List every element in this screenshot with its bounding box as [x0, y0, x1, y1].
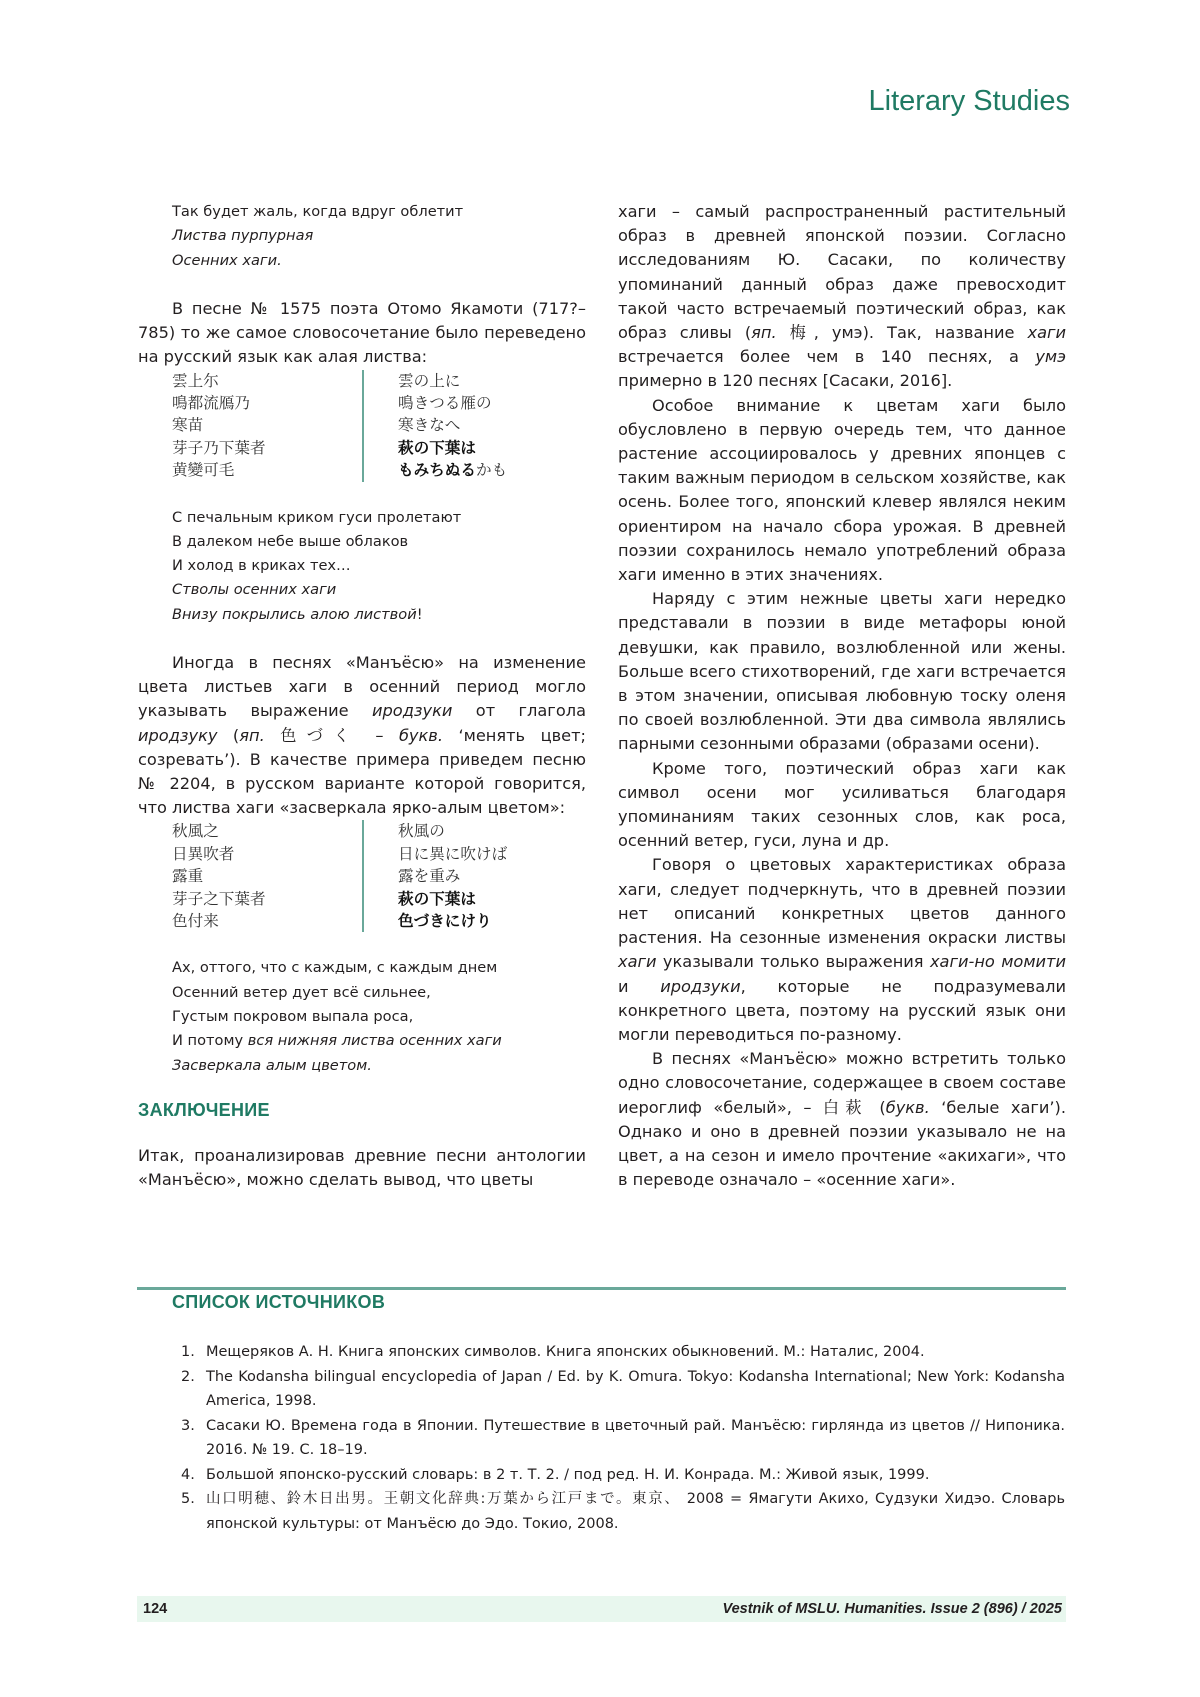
verse-line: Засверкала алым цветом. [172, 1056, 372, 1074]
paragraph: Итак, проанализировав древние песни антологии «Манъёсю», можно сделать вывод, что цветы [138, 1146, 586, 1190]
reference-text: The Kodansha bilingual encyclopedia of Japan / Ed. by K. Omura. Tokyo: Kodansha International; New York: Kodansha America, 1998. [206, 1368, 1065, 1409]
verse-2 [172, 506, 586, 627]
abbr: яп. [751, 323, 777, 343]
journal-title: Vestnik of MSLU. Humanities. Issue 2 (896) / 2025 [722, 1601, 1062, 1617]
poem-line: 黄變可毛 [172, 461, 235, 480]
term: хаги [618, 952, 657, 972]
term: иродзуки [660, 976, 741, 996]
verse-line: Листва пурпурная [172, 227, 314, 245]
paragraph [138, 651, 586, 820]
right-column [618, 200, 1066, 1192]
poem-reading [364, 370, 507, 482]
reference-item [172, 1414, 1065, 1463]
paragraph [618, 200, 1066, 394]
term: умэ [1035, 347, 1066, 367]
poem-line: 萩の下葉は [398, 889, 476, 908]
reference-item [172, 1463, 1065, 1488]
paragraph: Особое внимание к цветам хаги было обусловлено в первую очередь тем, что данное растение ассоциировалось у древних японцев с таким важным периодом в сельском хозяйстве, как осень. Более того, японский клевер являлся неким ориентиром на начало сбора урожая. В древней поэзии сохранилось немало употреблений образа хаги именно в этих значениях. [618, 395, 1066, 585]
poem-line: 芽子之下葉者 [172, 889, 266, 908]
paragraph: Наряду с этим нежные цветы хаги нередко представали в поэзии в виде метафоры юной девушки, как правило, возлюбленной или жены. Больше всего стихотворений, где хаги встречается в этом значении, описывая любовную тоску оленя по своей возлюбленной. Эти два символа являлись парными сезонными образами (образами осени). [618, 589, 1066, 754]
text: и [618, 976, 661, 996]
text: Иногда в песнях «Манъёсю» на изменение цвета листьев хаги в осенний период могло указывать выражение [138, 653, 586, 721]
japanese-poem-2 [172, 820, 586, 932]
paragraph [618, 1047, 1066, 1192]
poem-line: 日異吹者 [172, 844, 235, 863]
reference-number: 1. [181, 1344, 195, 1360]
poem-original [172, 370, 364, 482]
term: иродзуку [138, 725, 218, 745]
poem-line: 雲上尓 [172, 371, 219, 390]
verse-line: Ах, оттого, что с каждым, с каждым днем [172, 959, 498, 977]
reference-text: Сасаки Ю. Времена года в Японии. Путешествие в цветочный рай. Манъёсю: гирлянда из цветов // Нипоника. 2016. № 19. С. 18–19. [206, 1417, 1065, 1458]
poem-line: 色づきにけり [398, 912, 492, 931]
poem-line: 色付来 [172, 912, 219, 931]
reference-number: 2. [181, 1368, 195, 1385]
poem-line [398, 459, 507, 481]
reference-text: 山口明穂、鈴木日出男。王朝文化辞典:万葉から江戸まで。東京、 2008 = Ямагути Акихо, Судзуки Хидэо. Словарь японской культуры: от Манъёсю до Эдо. Токио, 2008. [206, 1491, 1065, 1532]
paragraph: Кроме того, поэтический образ хаги как символ осени мог усиливаться благодаря упоминаниям таких сезонных слов, как роса, осенний ветер, гуси, луна и др. [618, 758, 1066, 851]
text: встречается более чем в 140 песнях, а [618, 347, 1036, 367]
term: хаги-но момити [929, 952, 1067, 972]
reference-item [172, 1365, 1065, 1414]
verse-line: Осенний ветер дует всё сильнее, [172, 983, 431, 1001]
paragraph: В песне № 1575 поэта Отомо Якамоти (717?–785) то же самое словосочетание было переведено на русский язык как алая листва: [138, 298, 586, 367]
verse-line: Так будет жаль, когда вдруг облетит [172, 203, 464, 220]
verse-line [172, 603, 586, 627]
references-heading: СПИСОК ИСТОЧНИКОВ [172, 1292, 386, 1312]
reference-item [172, 1340, 1065, 1365]
section-label: Literary Studies [868, 85, 1070, 117]
poem-reading [364, 820, 507, 932]
verse-line: С печальным криком гуси пролетают [172, 508, 462, 526]
poem-line: 雲の上に [398, 371, 461, 390]
italic-text: Внизу покрылись алою листвой [172, 605, 417, 623]
text: 色づく – [264, 725, 399, 745]
text: ‘менять цвет; созревать’). В качестве примера приведем песню № 2204, в русском варианте которой говорится, что листва хаги «засверкала ярко-алым цветом»: [138, 725, 586, 818]
verse-line [172, 1029, 586, 1053]
reference-number: 3. [181, 1417, 195, 1434]
references-divider [137, 1287, 1066, 1290]
poem-line: 鳴きつる雁の [398, 393, 492, 412]
left-column [138, 200, 586, 1193]
text: от глагола [452, 701, 586, 721]
verse-line: В далеком небе выше облаков [172, 532, 409, 550]
plain-text: かも [475, 461, 508, 480]
poem-line: 寒きなへ [398, 416, 461, 435]
verse-line: И холод в криках тех… [172, 557, 351, 575]
text: Говоря о цветовых характеристиках образа хаги, следует подчеркнуть, что в древней поэзии нет описаний конкретных цветов данного растения. На сезонные изменения окраски листвы [618, 855, 1066, 948]
poem-line: 秋風之 [172, 822, 219, 841]
text: В песнях «Манъёсю» можно встретить только одно словосочетание, содержащее в своем составе иероглиф «белый», – 白萩 ( [618, 1049, 1066, 1117]
poem-line: 露を重み [398, 867, 461, 886]
poem-line: 寒苗 [172, 416, 204, 435]
poem-line: 日に異に吹けば [398, 844, 508, 863]
italic-text: вся нижняя листва осенних хаги [247, 1032, 502, 1050]
text: ‘белые хаги’). Однако и оно в древней поэзии указывало не на цвет, а на сезон и имело прочтение «акихаги», что в переводе означало – «осенние хаги». [618, 1097, 1066, 1190]
reference-item [172, 1487, 1065, 1536]
abbr: букв. [885, 1097, 930, 1117]
paragraph [618, 853, 1066, 1047]
page-footer [137, 1596, 1066, 1622]
japanese-poem-1 [172, 370, 586, 482]
bold-text: 萩の下葉は [398, 438, 476, 457]
verse-3 [172, 956, 586, 1077]
poem-line: 秋風の [398, 822, 445, 841]
poem-line: 芽子乃下葉者 [172, 438, 266, 457]
poem-line [398, 437, 507, 459]
plain-text: И потому [172, 1032, 248, 1050]
poem-line: 露重 [172, 867, 204, 886]
text: указывали только выражения [656, 952, 930, 972]
text: примерно в 120 песнях [Сасаки, 2016]. [618, 371, 953, 391]
reference-text: Мещеряков А. Н. Книга японских символов. Книга японских обыкновений. М.: Наталис, 2004. [206, 1344, 925, 1360]
verse-line: Осенних хаги. [172, 251, 282, 269]
text: 梅, умэ). Так, название [776, 323, 1028, 343]
text: ( [217, 725, 240, 745]
text: , которые не подразумевали конкретного цвета, поэтому на русский язык они могли переводиться по-разному. [618, 976, 1067, 1044]
page-number: 124 [143, 1601, 168, 1617]
verse-line: Стволы осенних хаги [172, 581, 337, 599]
bold-text: もみちぬる [398, 461, 476, 480]
text: хаги – самый распространенный растительный образ в древней японской поэзии. Согласно исследованиям Ю. Сасаки, по количеству упоминаний данный образ даже превосходит такой часто встречаемый поэтический образ, как образ сливы ( [618, 202, 1066, 343]
references-list [172, 1340, 1065, 1536]
reference-number: 4. [181, 1466, 195, 1483]
term: хаги [1027, 323, 1067, 343]
reference-text: Большой японско-русский словарь: в 2 т. Т. 2. / под ред. Н. И. Конрада. М.: Живой язык, 1999. [206, 1466, 930, 1483]
verse-line: Густым покровом выпала роса, [172, 1008, 414, 1026]
conclusion-heading: ЗАКЛЮЧЕНИЕ [138, 1099, 270, 1120]
verse-1 [172, 200, 586, 273]
abbr: букв. [398, 725, 443, 745]
reference-number: 5. [181, 1491, 195, 1507]
term: иродзуки [372, 701, 453, 721]
poem-line: 鳴都流鴈乃 [172, 393, 250, 412]
poem-original [172, 820, 364, 932]
abbr: яп. [239, 725, 265, 745]
plain-text: ! [416, 605, 423, 623]
